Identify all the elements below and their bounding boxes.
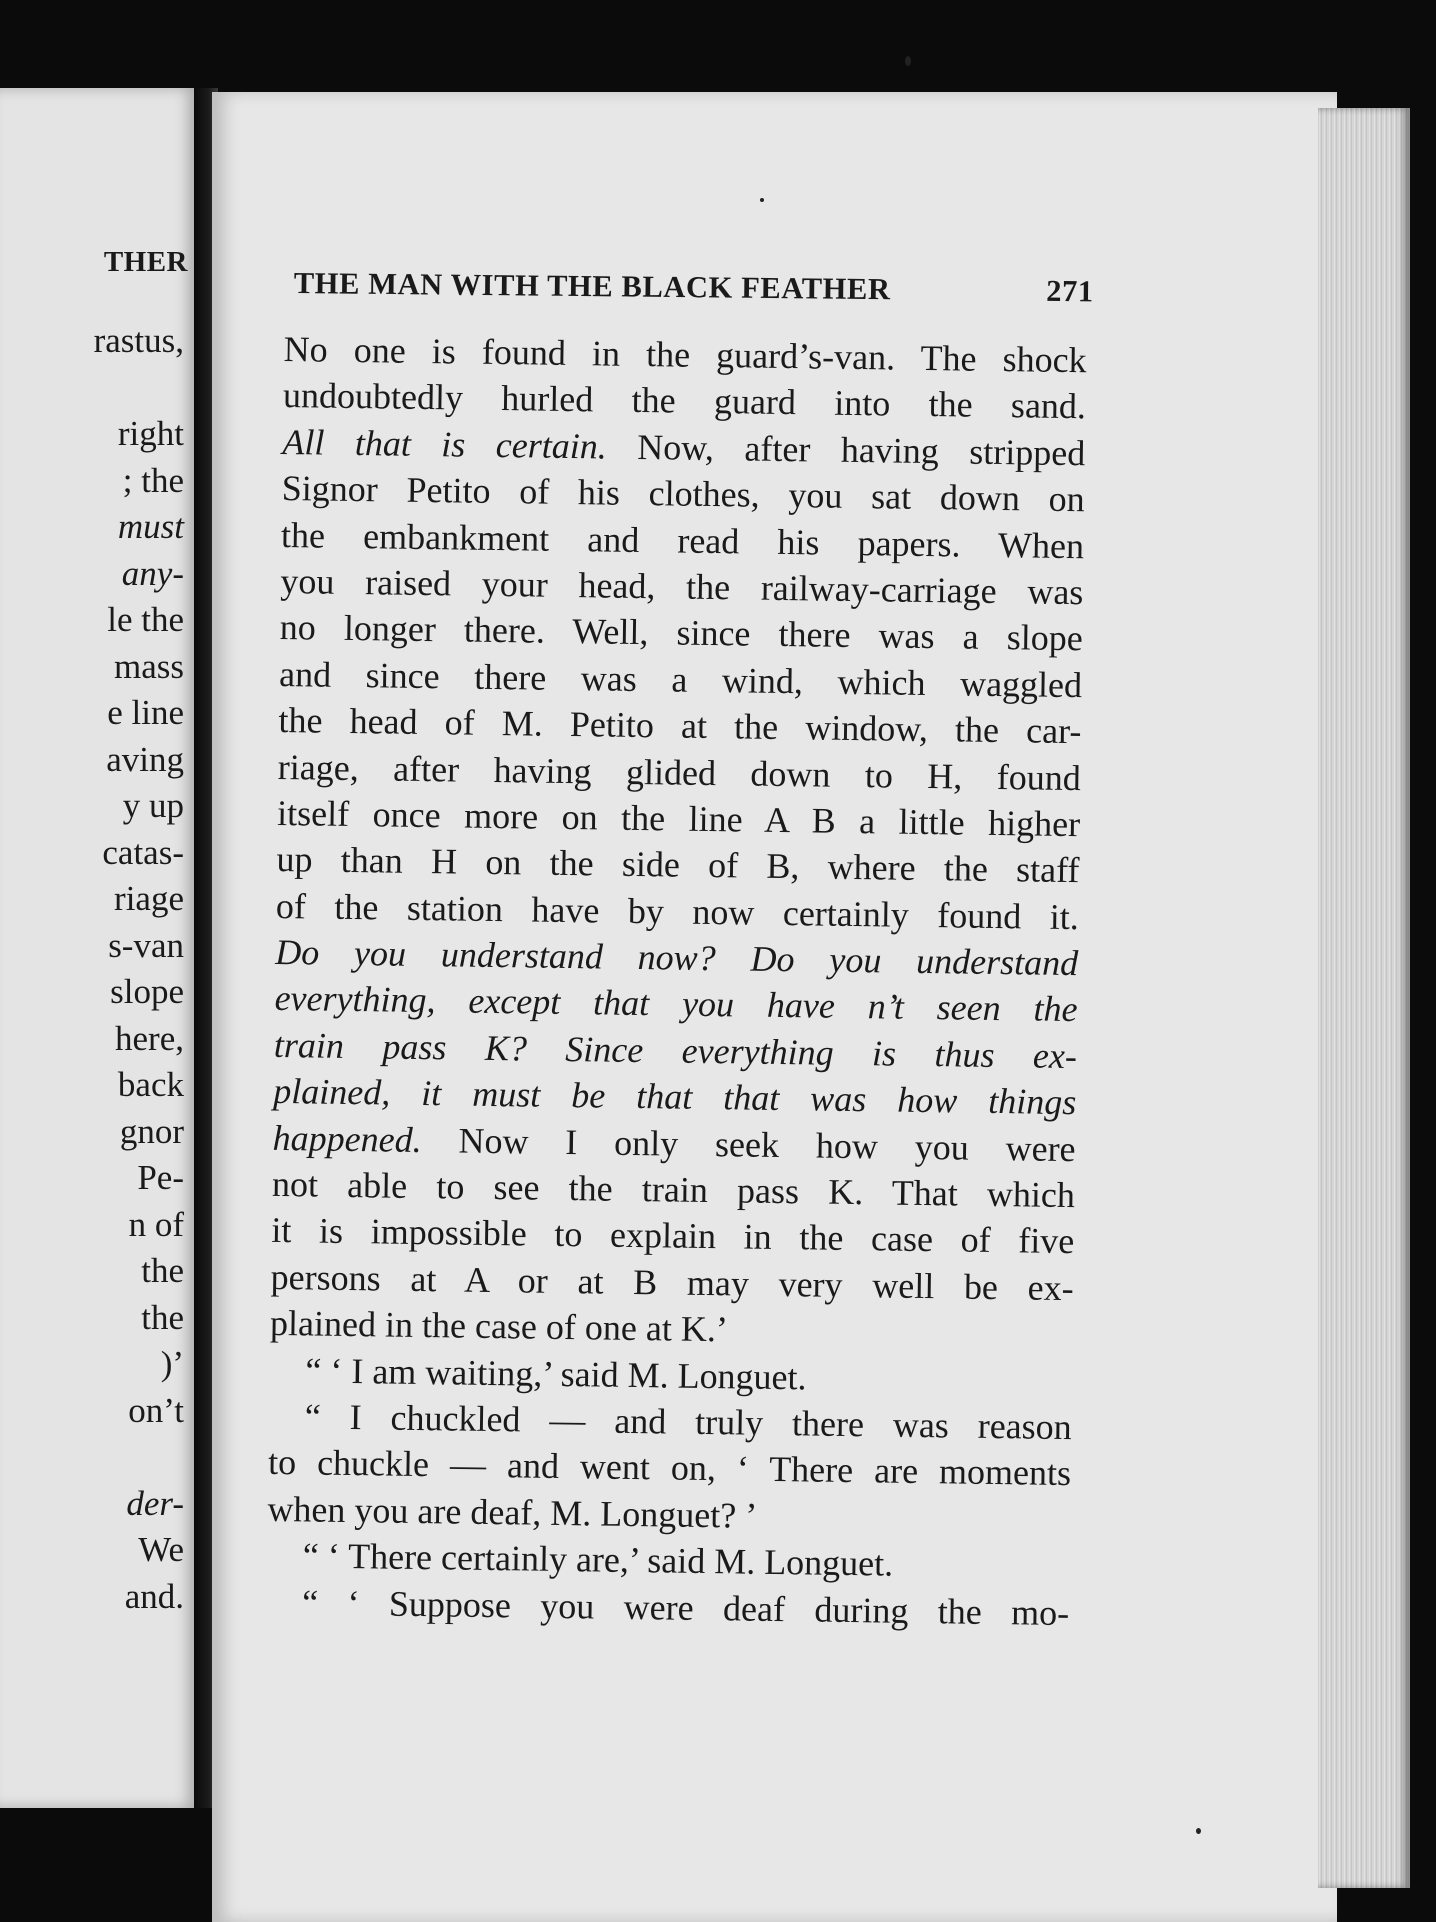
left-page-line: gnor: [119, 1111, 184, 1151]
italic-text: All that is certain.: [282, 421, 608, 467]
text-segment: the head of M. Petito at the window, the car-: [278, 700, 1082, 752]
left-page-line: ; the: [122, 460, 184, 500]
text-segment: “ I chuckled — and truly there was reason: [304, 1396, 1072, 1448]
left-page-line: der-: [126, 1483, 184, 1523]
page-body-text: [266, 326, 1087, 1636]
text-segment: not able to see the train pass K. That which: [271, 1163, 1076, 1216]
left-page-line: the: [141, 1251, 184, 1290]
page-edges: [1318, 108, 1410, 1888]
left-page-line: the: [141, 1297, 184, 1337]
text-segment: plained in the case of one at K.’: [269, 1303, 729, 1350]
italic-text: happened.: [272, 1117, 422, 1160]
text-segment: undoubtedly hurled the guard into the sand.: [282, 375, 1087, 427]
text-segment: No one is found in the guard’s-van. The shock: [283, 328, 1087, 381]
text-segment: of the station have by now certainly found it.: [275, 885, 1080, 937]
text-segment: Signor Petito of his clothes, you sat down on: [281, 468, 1085, 520]
left-page-line: y up: [122, 786, 184, 825]
left-page-running-head: THER: [103, 246, 188, 278]
text-segment: itself once more on the line A B a little higher: [276, 792, 1081, 845]
text-segment: up than H on the side of B, where the staff: [276, 839, 1080, 891]
left-page-line: n of: [128, 1204, 184, 1244]
text-segment: “ ‘ Suppose you were deaf during the mo-: [301, 1581, 1070, 1633]
text-segment: to chuckle — and went on, ‘ There are moments: [267, 1442, 1072, 1494]
left-page-text: [0, 318, 184, 1620]
left-page-line: catas-: [102, 832, 184, 872]
left-page-line: [0, 365, 184, 412]
left-page-line: rastus,: [93, 321, 184, 360]
text-segment: no longer there. Well, since there was a slope: [279, 607, 1083, 659]
text-segment: persons at A or at B may very well be ex-: [270, 1256, 1074, 1308]
dust-speck: [760, 198, 764, 202]
left-page-line: back: [117, 1065, 184, 1104]
left-page-line: any-: [121, 553, 184, 593]
left-page-line: riage: [114, 879, 184, 918]
left-facing-page: [0, 88, 198, 1808]
italic-text: plained, it must be that that was how things: [273, 1071, 1077, 1123]
italic-text: everything, except that you have n’t seen the: [274, 978, 1078, 1030]
text-segment: riage, after having glided down to H, found: [277, 746, 1082, 798]
left-page-line: mass: [114, 646, 184, 686]
running-head-title: THE MAN WITH THE BLACK FEATHER: [293, 266, 891, 307]
left-page-line: on’t: [128, 1390, 184, 1430]
text-segment: when you are deaf, M. Longuet? ’: [267, 1488, 758, 1536]
dust-speck: [1196, 1828, 1201, 1834]
italic-text: train pass K? Since everything is thus ex-: [273, 1024, 1078, 1076]
left-page-line: and.: [124, 1576, 184, 1616]
page-number: 271: [1046, 273, 1094, 309]
dust-speck: [905, 56, 911, 66]
left-page-line: [0, 1434, 184, 1481]
text-segment: you raised your head, the railway-carriage was: [280, 560, 1084, 613]
left-page-line: aving: [106, 739, 184, 779]
left-page-line: We: [138, 1530, 184, 1569]
text-segment: and since there was a wind, which waggled: [278, 653, 1083, 705]
left-page-line: Pe-: [137, 1158, 184, 1197]
text-segment: the embankment and read his papers. When: [280, 514, 1085, 566]
text-segment: it is impossible to explain in the case of five: [271, 1210, 1075, 1262]
text-segment: Now I only seek how you were: [421, 1119, 1076, 1169]
text-segment: “ ‘ I am waiting,’ said M. Longuet.: [305, 1349, 807, 1397]
italic-text: Do you understand now? Do you understand: [274, 932, 1079, 984]
text-segment: “ ‘ There certainly are,’ said M. Longuet.: [302, 1535, 894, 1584]
left-page-line: right: [117, 414, 184, 453]
left-page-line: s-van: [108, 925, 184, 965]
text-segment: Now, after having stripped: [606, 426, 1086, 473]
left-page-line: slope: [110, 972, 184, 1011]
left-page-line: )’: [160, 1344, 184, 1383]
left-page-line: must: [117, 507, 184, 546]
left-page-line: e line: [107, 693, 184, 732]
left-page-line: le the: [107, 600, 184, 639]
left-page-line: here,: [115, 1018, 184, 1058]
